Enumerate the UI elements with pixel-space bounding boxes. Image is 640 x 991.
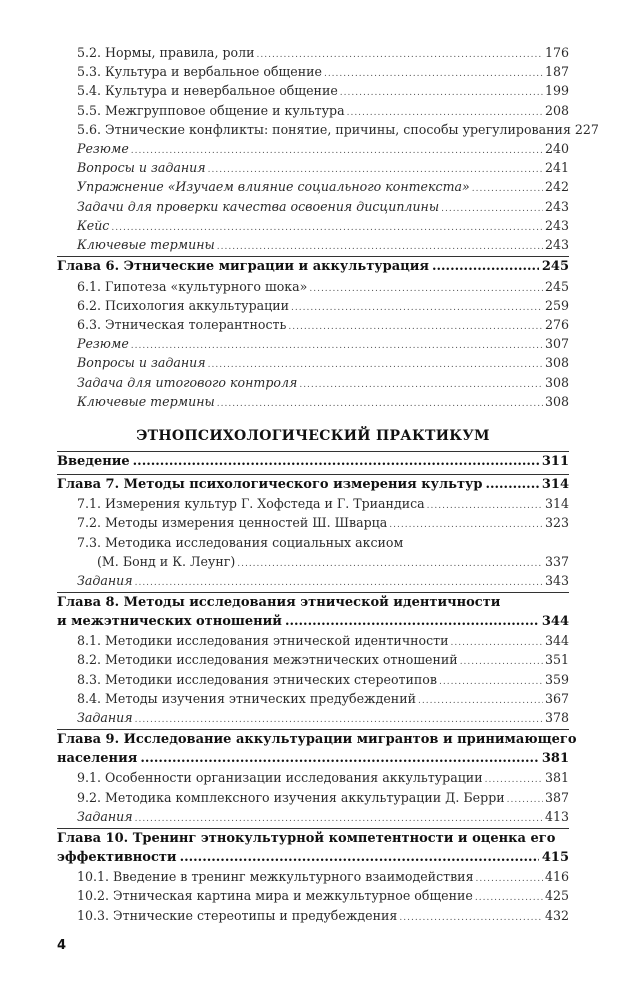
entry-title: 5.2. Нормы, правила, роли (77, 45, 255, 60)
entry-page: 387 (544, 789, 569, 805)
dot-leader (472, 180, 543, 199)
dot-leader (324, 65, 543, 84)
entry-page: 187 (544, 64, 569, 80)
dot-leader (460, 653, 543, 672)
entry-title: Глава 6. Этнические миграции и аккультурация (57, 259, 429, 275)
dot-leader (285, 613, 539, 632)
dot-leader (140, 750, 539, 769)
entry-page: 240 (544, 140, 569, 156)
entry-page: 243 (544, 236, 569, 252)
toc-entry[interactable] (57, 886, 569, 905)
chapter-title-line[interactable] (57, 476, 569, 495)
dot-leader (441, 200, 543, 219)
dot-leader (180, 849, 539, 868)
entry-title: 8.4. Методы изучения этнических предубеждений (77, 690, 416, 706)
entry-page: 314 (544, 496, 569, 512)
entry-title: (М. Бонд и К. Леунг) (97, 553, 236, 569)
entry-page: 208 (544, 102, 569, 118)
entry-page: 245 (544, 278, 569, 294)
chapter-heading (57, 592, 569, 631)
entry-title: Глава 7. Методы психологического измерения культур (57, 476, 483, 492)
dot-leader (340, 84, 543, 103)
entry-title: Задача для итогового контроля (77, 374, 298, 390)
entry-title: Глава 8. Методы исследования этнической идентичности (57, 595, 501, 611)
toc-entry[interactable] (57, 631, 569, 650)
entry-title: и межэтнических отношений (57, 613, 282, 629)
entry-page: 344 (541, 613, 569, 629)
entry-title: Задания (77, 808, 133, 824)
chapter-heading (57, 828, 569, 867)
chapter-title-line[interactable] (57, 594, 569, 613)
entry-title: Вопросы и задания (77, 160, 206, 176)
toc-entry[interactable] (57, 708, 569, 727)
dot-leader (135, 574, 543, 593)
entry-page: 227 (574, 121, 599, 137)
toc-entry[interactable] (57, 689, 569, 708)
entry-title: 5.6. Этнические конфликты: понятие, причины, способы урегулирования (77, 121, 571, 137)
toc-entry[interactable] (57, 81, 569, 100)
toc-entry[interactable] (57, 513, 569, 532)
entry-title: 6.3. Этническая толерантность (77, 317, 287, 333)
entry-page: 378 (544, 710, 569, 726)
toc-entry[interactable] (57, 392, 569, 411)
toc-entry[interactable] (57, 101, 569, 120)
toc-entry[interactable] (57, 650, 569, 669)
entry-page: 241 (544, 160, 569, 176)
dot-leader (299, 376, 543, 395)
page-number: 4 (57, 938, 67, 953)
chapter-heading (57, 451, 569, 472)
toc-entry[interactable] (57, 158, 569, 177)
chapter-heading (57, 474, 569, 495)
toc-entry[interactable] (57, 43, 569, 62)
toc-entry[interactable] (57, 670, 569, 689)
entry-title: 9.2. Методика комплексного изучения аккультурации Д. Берри (77, 789, 505, 805)
entry-page: 416 (544, 869, 569, 885)
toc-entry[interactable] (57, 494, 569, 513)
entry-title: 7.2. Методы измерения ценностей Ш. Шварца (77, 515, 388, 531)
entry-page: 199 (544, 83, 569, 99)
toc-entry[interactable] (57, 197, 569, 216)
entry-title: Резюме (77, 140, 129, 156)
dot-leader (507, 791, 543, 810)
entry-page: 276 (544, 317, 569, 333)
entry-title: 7.3. Методика исследования социальных аксиом (77, 534, 404, 550)
entry-page: 242 (544, 179, 569, 195)
chapter-title-line[interactable] (57, 830, 569, 849)
entry-page: 413 (544, 808, 569, 824)
entry-title: Кейс (77, 217, 110, 233)
entry-page: 337 (544, 553, 569, 569)
toc-entry-continuation[interactable] (57, 552, 569, 571)
part-heading: ЭТНОПСИХОЛОГИЧЕСКИЙ ПРАКТИКУМ (136, 427, 490, 444)
entry-page: 176 (544, 45, 569, 60)
entry-title: Вопросы и задания (77, 355, 206, 371)
entry-title: 5.4. Культура и невербальное общение (77, 83, 338, 99)
dot-leader (309, 280, 543, 299)
dot-leader (135, 810, 543, 829)
chapter-title-line[interactable] (57, 731, 577, 750)
entry-title: 9.1. Особенности организации исследования аккультурации (77, 770, 483, 786)
toc-entry[interactable] (57, 788, 569, 807)
dot-leader (439, 673, 543, 692)
entry-title: 5.3. Культура и вербальное общение (77, 64, 322, 80)
toc-entry[interactable] (57, 120, 599, 139)
dot-leader (133, 453, 539, 472)
chapter-title-line[interactable] (57, 750, 569, 769)
dot-leader (135, 711, 543, 730)
entry-title: 10.3. Этнические стереотипы и предубеждения (77, 907, 398, 923)
entry-title: населения (57, 750, 138, 766)
dot-leader (291, 299, 543, 318)
chapter-title-line[interactable] (57, 453, 569, 472)
entry-page: 425 (544, 888, 569, 904)
entry-title: эффективности (57, 849, 177, 865)
entry-page: 323 (544, 515, 569, 531)
entry-page: 259 (544, 297, 569, 313)
entry-title: Резюме (77, 336, 129, 352)
entry-page: 307 (544, 336, 569, 352)
entry-title: Задания (77, 572, 133, 588)
toc-entry[interactable] (57, 353, 569, 372)
entry-title: 7.1. Измерения культур Г. Хофстеда и Г. Триандиса (77, 496, 425, 512)
toc-entry[interactable] (57, 62, 569, 81)
chapter-heading (57, 729, 577, 768)
entry-title: Введение (57, 453, 130, 469)
entry-page: 381 (541, 750, 569, 766)
entry-page: 344 (544, 633, 569, 649)
dot-leader (288, 318, 543, 337)
chapter-title-line[interactable] (57, 849, 569, 868)
entry-page: 308 (544, 355, 569, 371)
entry-page: 243 (544, 217, 569, 233)
entry-page: 381 (544, 770, 569, 786)
entry-page: 308 (544, 374, 569, 390)
toc-entry[interactable] (57, 139, 569, 158)
toc-entry[interactable] (57, 296, 569, 315)
entry-title: 8.2. Методики исследования межэтнических отношений (77, 652, 458, 668)
entry-page: 245 (541, 259, 569, 275)
entry-title: Задания (77, 710, 133, 726)
entry-page: 351 (544, 652, 569, 668)
chapter-heading (57, 256, 569, 277)
entry-title: 6.2. Психология аккультурации (77, 297, 290, 313)
entry-page: 432 (544, 907, 569, 923)
entry-title: Глава 10. Тренинг этнокультурной компетентности и оценка его (57, 830, 556, 846)
toc-entry[interactable] (57, 277, 569, 296)
chapter-title-line[interactable] (57, 613, 569, 632)
entry-title: 5.5. Межгрупповое общение и культура (77, 102, 345, 118)
toc-entry[interactable] (57, 177, 569, 196)
toc-entry[interactable] (57, 373, 569, 392)
entry-page: 314 (541, 476, 569, 492)
entry-title: 8.3. Методики исследования этнических стереотипов (77, 671, 437, 687)
dot-leader (485, 476, 538, 495)
dot-leader (389, 516, 543, 535)
entry-page: 243 (544, 198, 569, 214)
dot-leader (217, 238, 543, 257)
entry-title: Упражнение «Изучаем влияние социального контекста» (77, 179, 470, 195)
entry-title: Ключевые термины (77, 393, 215, 409)
entry-page: 415 (541, 849, 569, 865)
entry-title: Задачи для проверки качества освоения дисциплины (77, 198, 440, 214)
entry-title: 10.1. Введение в тренинг межкультурного взаимодействия (77, 869, 474, 885)
dot-leader (237, 555, 543, 574)
entry-title: 10.2. Этническая картина мира и межкультурное общение (77, 888, 473, 904)
entry-page: 311 (541, 453, 569, 469)
dot-leader (418, 692, 543, 711)
entry-page: 367 (544, 690, 569, 706)
chapter-title-line[interactable] (57, 258, 569, 277)
table-of-contents (57, 43, 599, 925)
toc-entry[interactable] (57, 807, 569, 826)
entry-page: 343 (544, 572, 569, 588)
dot-leader (475, 889, 543, 908)
toc-entry[interactable] (57, 867, 569, 886)
entry-title: 6.1. Гипотеза «культурного шока» (77, 278, 308, 294)
entry-page: 359 (544, 671, 569, 687)
entry-page: 308 (544, 393, 569, 409)
toc-entry[interactable] (57, 768, 569, 787)
dot-leader (476, 870, 543, 889)
toc-entry[interactable] (57, 334, 569, 353)
entry-title: Ключевые термины (77, 236, 215, 252)
dot-leader (432, 258, 539, 277)
dot-leader (399, 909, 543, 928)
dot-leader (451, 634, 543, 653)
toc-entry[interactable] (57, 906, 569, 925)
entry-title: 8.1. Методики исследования этнической идентичности (77, 633, 449, 649)
dot-leader (427, 497, 543, 516)
toc-entry[interactable] (57, 571, 569, 590)
entry-title: Глава 9. Исследование аккультурации мигрантов и принимающего (57, 732, 577, 748)
toc-entry[interactable] (57, 315, 569, 334)
toc-entry[interactable] (57, 216, 569, 235)
toc-entry[interactable] (57, 235, 569, 254)
